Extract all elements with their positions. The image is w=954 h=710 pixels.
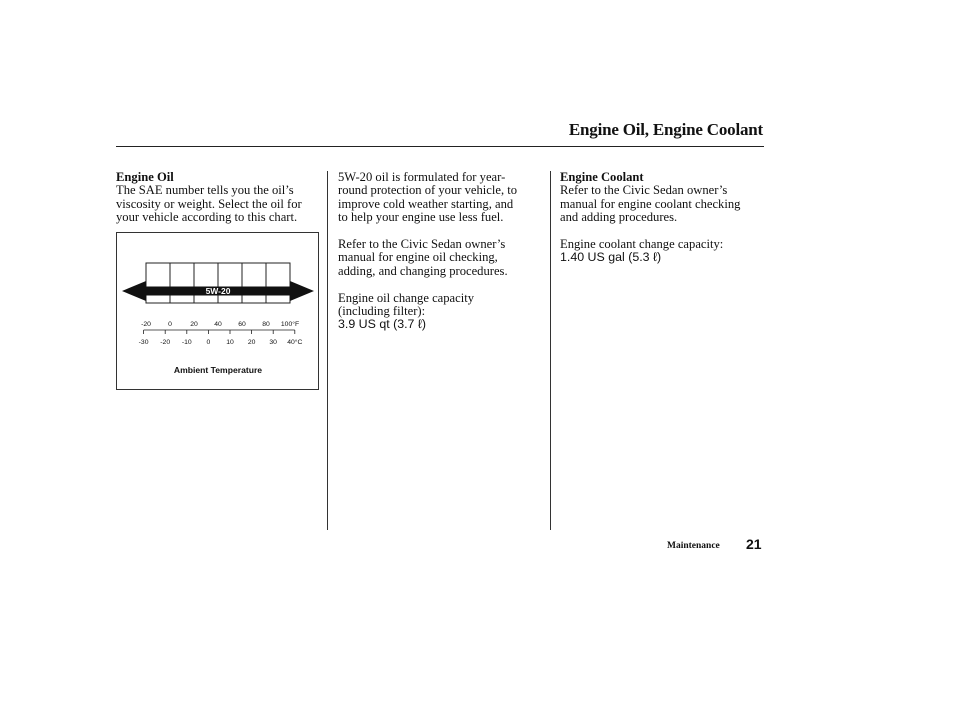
column-divider [550, 171, 551, 530]
celsius-tick-label: 40°C [287, 339, 303, 346]
fahrenheit-tick-label: 0 [168, 321, 172, 328]
coolant-text-line: manual for engine coolant checking [560, 196, 741, 211]
coolant-capacity-label: Engine coolant change capacity: [560, 237, 724, 252]
coolant-capacity-value: 1.40 US gal (5.3 ℓ) [560, 250, 662, 265]
celsius-tick-label: 20 [247, 339, 256, 346]
oil-viscosity-chart [116, 232, 319, 390]
oil-info-text-line: 5W-20 oil is formulated for year- [338, 170, 506, 184]
celsius-tick-label: -30 [138, 339, 149, 346]
oil-info-column [338, 171, 538, 332]
coolant-text-line: and adding procedures. [560, 210, 678, 225]
page-title: Engine Oil, Engine Coolant [568, 120, 763, 139]
title-divider [116, 146, 764, 147]
celsius-tick-label: 30 [269, 339, 277, 346]
celsius-tick-label: 0 [206, 339, 211, 346]
fahrenheit-tick-label: 80 [262, 321, 270, 328]
fahrenheit-tick-label: 20 [190, 321, 198, 328]
engine-oil-column [116, 171, 321, 225]
coolant-text-line: Refer to the Civic Sedan owner’s [560, 183, 728, 198]
engine-oil-text-line: viscosity or weight. Select the oil for [116, 196, 302, 211]
footer-section-name: Maintenance [667, 541, 720, 551]
engine-oil-text-line: your vehicle according to this chart. [116, 210, 298, 225]
chart-x-axis-title: Ambient Temperature [173, 365, 263, 375]
celsius-tick-label: 10 [226, 339, 234, 346]
oil-info-text-line: improve cold weather starting, and [338, 196, 514, 211]
celsius-tick-label: -10 [181, 339, 192, 346]
oil-procedure-text-line: adding, and changing procedures. [338, 263, 508, 278]
oil-capacity-value: 3.9 US qt (3.7 ℓ) [338, 317, 427, 332]
oil-viscosity-chart-svg [117, 233, 320, 391]
page-number: 21 [746, 536, 762, 552]
engine-coolant-heading: Engine Coolant [560, 170, 644, 184]
fahrenheit-tick-label: -20 [141, 321, 151, 328]
column-divider [327, 171, 328, 530]
celsius-tick-label: -20 [160, 339, 171, 346]
fahrenheit-tick-label: 100°F [280, 321, 300, 328]
oil-info-text-line: round protection of your vehicle, to [338, 183, 518, 198]
oil-capacity-label-line: (including filter): [338, 304, 426, 319]
engine-oil-text-line: The SAE number tells you the oil’s [116, 183, 294, 198]
engine-coolant-column [560, 171, 765, 265]
engine-oil-heading: Engine Oil [116, 170, 174, 184]
oil-procedure-text-line: manual for engine oil checking, [338, 250, 498, 265]
oil-info-text-line: to help your engine use less fuel. [338, 210, 504, 225]
fahrenheit-tick-label: 40 [214, 321, 222, 328]
chart-bar-label: 5W-20 [205, 286, 231, 296]
fahrenheit-tick-label: 60 [238, 321, 246, 328]
oil-capacity-label-line: Engine oil change capacity [338, 290, 475, 305]
oil-procedure-text-line: Refer to the Civic Sedan owner’s [338, 237, 506, 252]
